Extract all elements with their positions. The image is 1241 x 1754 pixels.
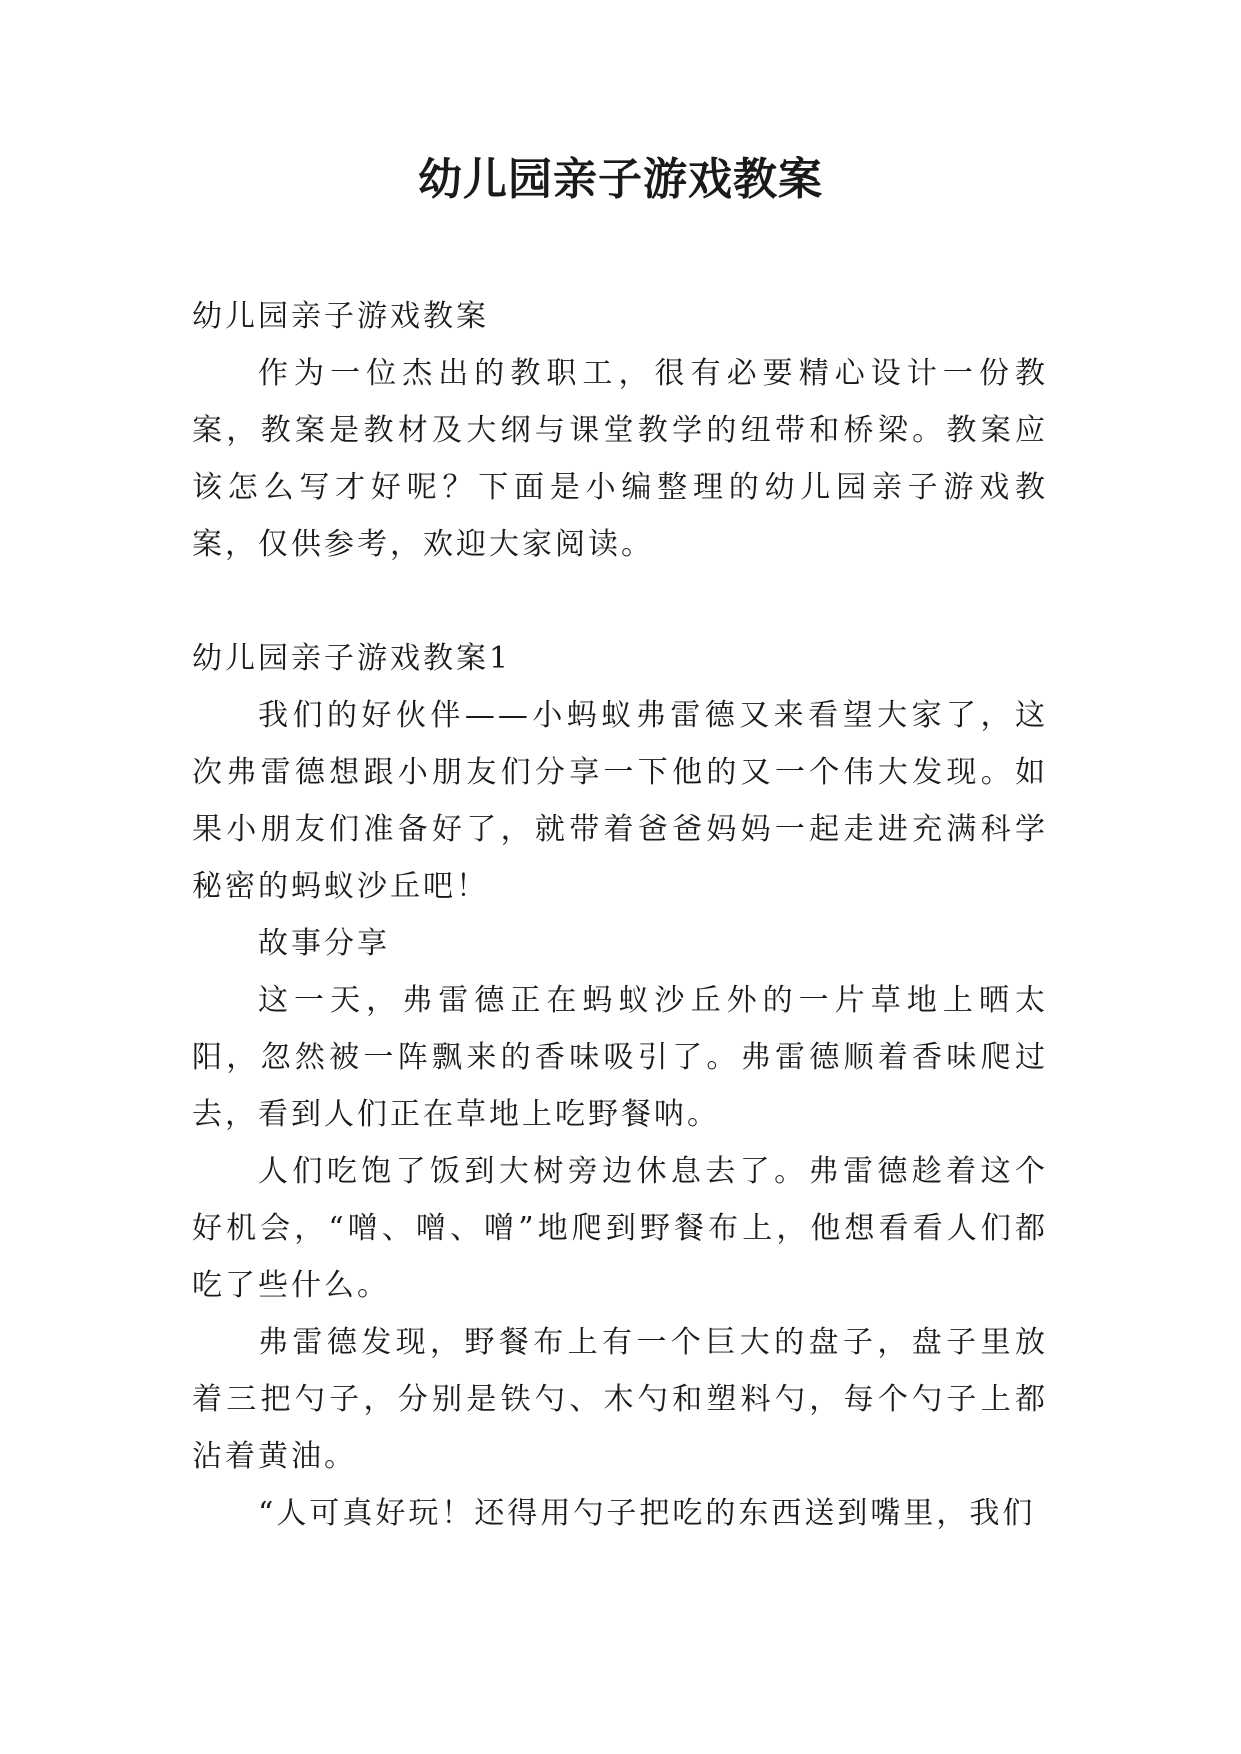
intro-paragraph: 作为一位杰出的教职工，很有必要精心设计一份教案，教案是教材及大纲与课堂教学的纽带和桥梁。教案应该怎么写才好呢？下面是小编整理的幼儿园亲子游戏教案，仅供参考，欢迎大家阅读。 — [192, 356, 1048, 562]
intro-heading: 幼儿园亲子游戏教案 — [192, 299, 489, 334]
section-paragraph: 这一天，弗雷德正在蚂蚁沙丘外的一片草地上晒太阳，忽然被一阵飘来的香味吸引了。弗雷德顺着香味爬过去，看到人们正在草地上吃野餐呐。 — [192, 983, 1048, 1132]
section-paragraph: 人们吃饱了饭到大树旁边休息去了。弗雷德趁着这个好机会，“噌、噌、噌”地爬到野餐布上，他想看看人们都吃了些什么。 — [192, 1154, 1048, 1303]
section-paragraph: “人可真好玩！还得用勺子把吃的东西送到嘴里，我们 — [258, 1496, 1036, 1531]
section-paragraph: 我们的好伙伴——小蚂蚁弗雷德又来看望大家了，这次弗雷德想跟小朋友们分享一下他的又一个伟大发现。如果小朋友们准备好了，就带着爸爸妈妈一起走进充满科学秘密的蚂蚁沙丘吧！ — [192, 698, 1048, 904]
section-spacer — [192, 573, 1048, 630]
section-heading: 幼儿园亲子游戏教案1 — [192, 641, 512, 676]
section-paragraph: 弗雷德发现，野餐布上有一个巨大的盘子，盘子里放着三把勺子，分别是铁勺、木勺和塑料勺，每个勺子上都沾着黄油。 — [192, 1325, 1048, 1474]
document-body — [192, 288, 1048, 1542]
story-subheading: 故事分享 — [258, 926, 390, 961]
document-title: 幼儿园亲子游戏教案 — [418, 154, 823, 205]
